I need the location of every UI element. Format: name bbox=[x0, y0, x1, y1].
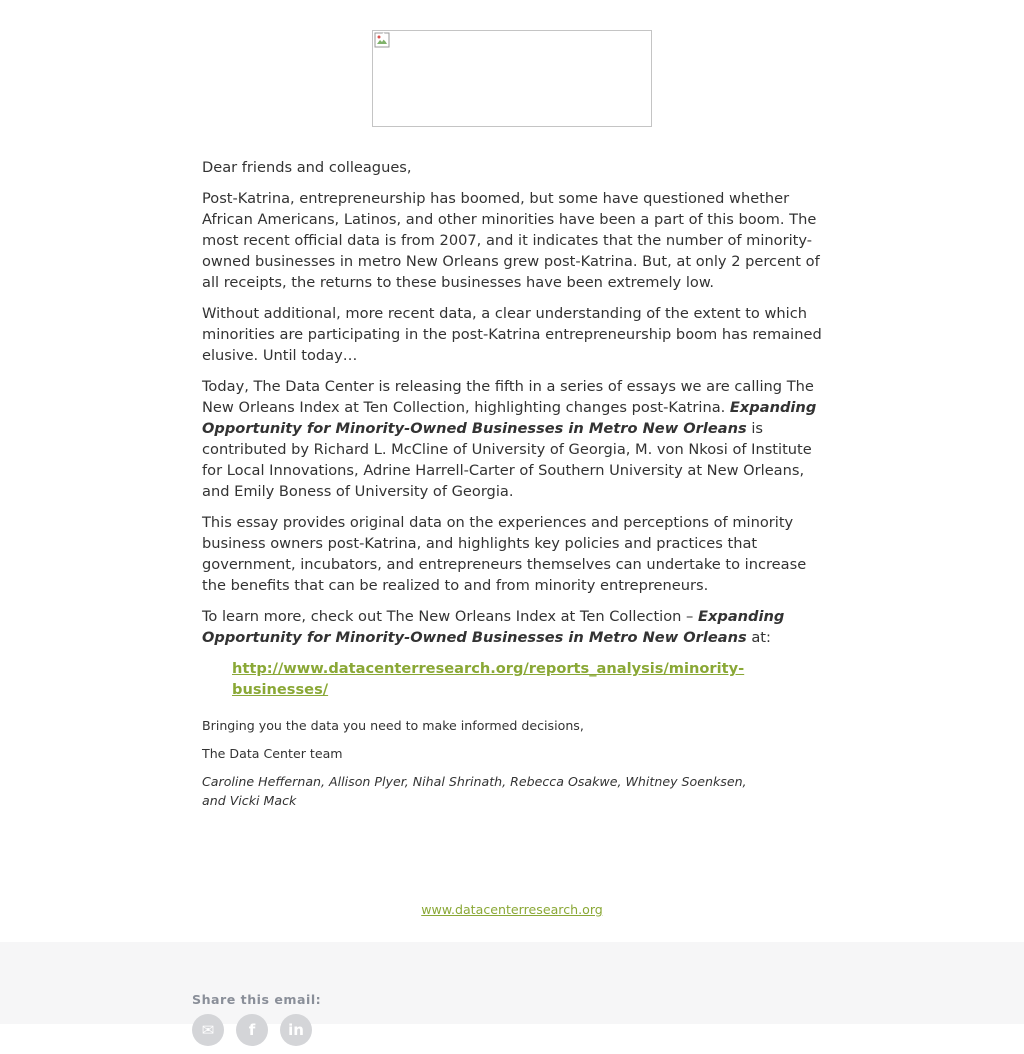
report-link-line bbox=[202, 658, 826, 700]
learn-more-lead: To learn more, check out The New Orleans Index at Ten Collection – bbox=[202, 608, 698, 625]
broken-image-icon bbox=[374, 32, 390, 48]
footer-site-link[interactable]: www.datacenterresearch.org bbox=[421, 902, 603, 917]
essay-title-repeat: Expanding Opportunity for Minority-Owned Businesses in Metro New Orleans bbox=[202, 608, 785, 646]
learn-more-tail: at: bbox=[746, 629, 771, 646]
staff-names: Caroline Heffernan, Allison Plyer, Nihal Shrinath, Rebecca Osakwe, Whitney Soenksen, and Vicki Mack bbox=[202, 774, 747, 808]
facebook-share-icon[interactable]: f bbox=[236, 1014, 268, 1046]
share-label: Share this email: bbox=[192, 992, 322, 1007]
report-link[interactable]: http://www.datacenterresearch.org/reports_analysis/minority-businesses/ bbox=[232, 660, 745, 698]
share-bar bbox=[0, 942, 1024, 1039]
paragraph-intro: Post-Katrina, entrepreneurship has boomed, but some have questioned whether African Americans, Latinos, and other minorities have been a part of this boom. The most recent official data is from 2007, and it indicates that the number of minority-owned businesses in metro New Orleans grew post-Katrina. But, at only 2 percent of all receipts, the returns to these businesses have been extremely low. bbox=[202, 190, 820, 291]
announcement-lead: Today, The Data Center is releasing the fifth in a series of essays we are calling The New Orleans Index at Ten Collection, highlighting changes post-Katrina. bbox=[202, 378, 814, 416]
announcement-tail: is contributed by Richard L. McCline of University of Georgia, M. von Nkosi of Institute for Local Innovations, Adrine Harrell-Carter of Southern University at New Orleans, and Emily Boness of University of Georgia. bbox=[202, 420, 812, 500]
paragraph-learn-more bbox=[202, 606, 826, 648]
email-share-icon[interactable]: ✉ bbox=[192, 1014, 224, 1046]
header-image bbox=[372, 30, 652, 127]
paragraph-description: This essay provides original data on the experiences and perceptions of minority business owners post-Katrina, and highlights key policies and practices that government, incubators, and entrepreneurs themselves can undertake to increase the benefits that can be realized to and from minority entrepreneurs. bbox=[202, 514, 807, 594]
linkedin-share-icon[interactable]: in bbox=[280, 1014, 312, 1046]
essay-title: Expanding Opportunity for Minority-Owned Businesses in Metro New Orleans bbox=[202, 399, 817, 437]
email-body bbox=[202, 157, 826, 710]
paragraph-context: Without additional, more recent data, a clear understanding of the extent to which minorities are participating in the post-Katrina entrepreneurship boom has remained elusive. Until today… bbox=[202, 305, 822, 364]
signoff bbox=[202, 716, 762, 819]
footer-site-link-row bbox=[0, 901, 1024, 919]
signoff-line: Bringing you the data you need to make informed decisions, bbox=[202, 718, 584, 733]
greeting: Dear friends and colleagues, bbox=[202, 159, 412, 176]
paragraph-announcement bbox=[202, 376, 826, 502]
team-name: The Data Center team bbox=[202, 746, 343, 761]
